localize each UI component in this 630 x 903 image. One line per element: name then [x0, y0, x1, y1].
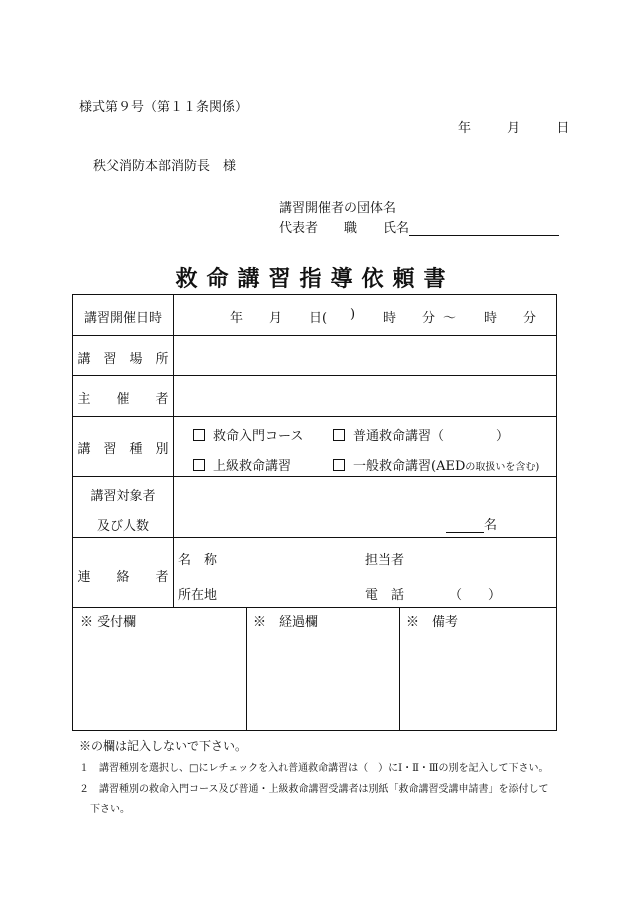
dt-minute-end: 分 — [523, 311, 537, 326]
note-main: ※の欄は記入しないで下さい。 — [79, 739, 248, 753]
organizer-field[interactable] — [173, 375, 556, 416]
dt-hour-start: 時 — [383, 311, 397, 326]
checkbox-icon[interactable] — [333, 459, 345, 471]
option-general-course[interactable] — [333, 455, 539, 474]
representative-line — [279, 217, 559, 236]
dt-range-tilde: 〜 — [443, 311, 457, 326]
location-field[interactable] — [173, 335, 556, 375]
target-label-line2: 及び人数 — [96, 519, 149, 534]
date-year-label: 年 — [458, 121, 472, 136]
office-column-divider — [246, 607, 247, 731]
representative-name-field[interactable] — [409, 221, 559, 236]
contact-person-label: 担当者 — [365, 553, 405, 568]
contact-name-label: 名 称 — [178, 553, 218, 568]
date-line — [458, 117, 569, 136]
contact-phone-paren: （ ） — [449, 588, 502, 603]
note-2: ２ 講習種別の救命入門コース及び普通・上級救命講習受講者は別紙「救命講習受講申請書」を添付して — [79, 784, 549, 795]
participant-unit: 名 — [484, 518, 498, 533]
note-2-continued: 下さい。 — [90, 804, 130, 815]
dt-month: 月 — [269, 311, 283, 326]
checkbox-icon[interactable] — [193, 429, 205, 441]
option-label: 上級救命講習 — [213, 459, 292, 474]
dt-minute-start: 分 — [422, 311, 436, 326]
contact-phone-label: 電 話 — [365, 588, 405, 603]
participant-count — [446, 514, 497, 533]
remarks-label: ※ 備考 — [406, 615, 459, 630]
location-label: 講 習 場 所 — [77, 352, 169, 367]
option-label-small: の取扱いを含む) — [465, 462, 540, 473]
course-type-label: 講 習 種 別 — [77, 442, 169, 457]
representative-label: 代表者 職 氏名 — [279, 221, 410, 236]
office-column-divider — [399, 607, 400, 731]
participant-count-field[interactable] — [446, 520, 484, 533]
date-time-label: 講習開催日時 — [83, 311, 162, 326]
target-field[interactable] — [173, 476, 556, 537]
dt-hour-end: 時 — [484, 311, 498, 326]
progress-label: ※ 経過欄 — [253, 615, 319, 630]
checkbox-icon[interactable] — [193, 459, 205, 471]
addressee: 秩父消防本部消防長 様 — [93, 159, 237, 174]
option-label: 普通救命講習（ ） — [353, 429, 510, 444]
date-time-field[interactable] — [173, 295, 556, 335]
dt-weekday-close: ) — [350, 307, 356, 322]
request-form-table — [72, 294, 557, 731]
contact-label: 連 絡 者 — [77, 570, 169, 585]
date-day-label: 日 — [556, 121, 570, 136]
organization-name-label: 講習開催者の団体名 — [279, 201, 397, 216]
row-divider — [73, 537, 556, 538]
option-standard-course[interactable] — [333, 425, 509, 444]
checkbox-icon[interactable] — [333, 429, 345, 441]
option-intro-course[interactable] — [193, 425, 303, 444]
date-month-label: 月 — [507, 121, 521, 136]
note-1: １ 講習種別を選択し、□にレチェックを入れ普通救命講習は（ ）にⅠ・Ⅱ・Ⅲの別を記入して下さい。 — [79, 763, 549, 774]
option-label: 救命入門コース — [213, 429, 304, 444]
document-title: 救命講習指導依頼書 — [175, 266, 455, 292]
option-label: 一般救命講習(AED — [353, 459, 466, 474]
row-divider — [73, 416, 556, 417]
row-divider — [73, 607, 556, 608]
dt-year: 年 — [230, 311, 244, 326]
option-advanced-course[interactable] — [193, 455, 291, 474]
reception-label: ※ 受付欄 — [80, 615, 137, 630]
dt-day: 日( — [309, 311, 328, 326]
form-number: 様式第９号（第１１条関係） — [79, 100, 249, 115]
target-label-line1: 講習対象者 — [90, 489, 156, 504]
contact-address-label: 所在地 — [178, 588, 218, 603]
organizer-label: 主 催 者 — [77, 392, 169, 407]
